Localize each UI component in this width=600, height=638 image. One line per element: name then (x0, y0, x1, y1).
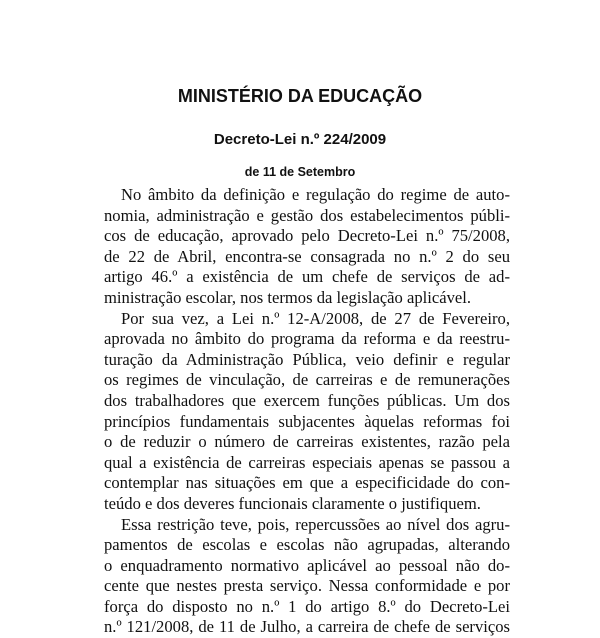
text-line: os regimes de vinculação, de carreiras e de remunerações (104, 370, 510, 391)
text-line: ministração escolar, nos termos da legislação aplicável. (104, 288, 510, 309)
text-line: o de reduzir o número de carreiras existentes, razão pela (104, 432, 510, 453)
text-line: cente que nestes presta serviço. Nessa conformidade e por (104, 576, 510, 597)
text-line: aprovada no âmbito do programa da reforma e da reestru- (104, 329, 510, 350)
text-line: princípios fundamentais subjacentes àquelas reformas foi (104, 412, 510, 433)
text-line: o enquadramento normativo aplicável ao pessoal não do- (104, 556, 510, 577)
text-line: teúdo e dos deveres funcionais claramente o justifiquem. (104, 494, 510, 515)
paragraph-3 (104, 515, 510, 638)
text-line: cos de educação, aprovado pelo Decreto-Lei n.º 75/2008, (104, 226, 510, 247)
text-line: nomia, administração e gestão dos estabelecimentos públi- (104, 206, 510, 227)
text-line: Essa restrição teve, pois, repercussões ao nível dos agru- (104, 515, 510, 536)
text-line: n.º 121/2008, de 11 de Julho, a carreira de chefe de serviços (104, 617, 510, 638)
text-line: No âmbito da definição e regulação do regime de auto- (104, 185, 510, 206)
decree-date: de 11 de Setembro (0, 165, 600, 179)
text-line: Por sua vez, a Lei n.º 12-A/2008, de 27 de Fevereiro, (104, 309, 510, 330)
text-line: artigo 46.º a existência de um chefe de serviços de ad- (104, 267, 510, 288)
text-line: pamentos de escolas e escolas não agrupadas, alterando (104, 535, 510, 556)
paragraph-1 (104, 185, 510, 309)
decree-title: Decreto-Lei n.º 224/2009 (0, 131, 600, 148)
text-line: força do disposto no n.º 1 do artigo 8.º do Decreto-Lei (104, 597, 510, 618)
text-line: turação da Administração Pública, veio definir e regular (104, 350, 510, 371)
paragraph-2 (104, 309, 510, 515)
text-line: qual a existência de carreiras especiais apenas se passou a (104, 453, 510, 474)
text-line: de 22 de Abril, encontra-se consagrada no n.º 2 do seu (104, 247, 510, 268)
text-line: contemplar nas situações em que a especificidade do con- (104, 473, 510, 494)
ministry-heading: MINISTÉRIO DA EDUCAÇÃO (0, 86, 600, 107)
text-line: dos trabalhadores que exercem funções públicas. Um dos (104, 391, 510, 412)
document-body (104, 185, 510, 638)
